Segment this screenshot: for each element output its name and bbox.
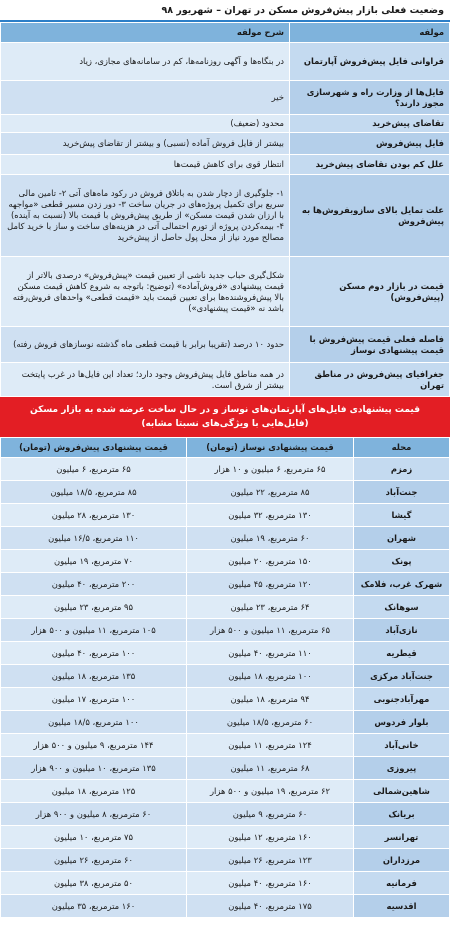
table2-cell-new-price: ۹۴ مترمربع، ۱۸ میلیون	[187, 688, 354, 711]
table2-cell-presale-price: ۱۳۵ مترمربع، ۱۸ میلیون	[1, 665, 187, 688]
table2-cell-neighborhood: فرمانیه	[354, 872, 450, 895]
table2-title-line1: قیمت پیشنهادی فایل‌های آپارتمان‌های نوساز و در حال ساخت عرضه شده به بازار مسکن	[30, 405, 420, 415]
table1-cell-description: انتظار قوی برای کاهش قیمت‌ها	[1, 155, 290, 175]
table2-cell-neighborhood: مرزداران	[354, 849, 450, 872]
table1-row	[1, 43, 450, 81]
table2-cell-presale-price: ۱۳۵ مترمربع، ۱۰ میلیون و ۹۰۰ هزار	[1, 757, 187, 780]
table2-cell-neighborhood: شاهین‌شمالی	[354, 780, 450, 803]
table2-row	[1, 665, 450, 688]
table1-header-row	[1, 23, 450, 43]
table2-cell-neighborhood: شهرک غرب، فلامک	[354, 573, 450, 596]
table2-cell-presale-price: ۷۵ مترمربع، ۱۰ میلیون	[1, 826, 187, 849]
table2-cell-neighborhood: بلوار فردوس	[354, 711, 450, 734]
table2-cell-neighborhood: اقدسیه	[354, 895, 450, 918]
table2-row	[1, 527, 450, 550]
table1-cell-component: تقاضای پیش‌خرید	[290, 115, 450, 133]
table2-body	[1, 458, 450, 918]
table2-row	[1, 803, 450, 826]
table2-title	[0, 397, 450, 437]
table2-cell-neighborhood: شهران	[354, 527, 450, 550]
table1-cell-description: شکل‌گیری حباب جدید ناشی از تعیین قیمت «پیش‌فروش» درصدی بالاتر از قیمت پیشنهادی «فروش‌آماده» (توضیح: باتوجه به شروع کاهش قیمت مسکن بالا پیش‌فروشنده‌ها برای تعیین قیمت باید «قیمت قطعی» واحدهای فروش‌رفته باشد نه «قیمت پیشنهادی»)	[1, 257, 290, 327]
table1-cell-component: علل کم بودن تقاضای پیش‌خرید	[290, 155, 450, 175]
table2-cell-new-price: ۱۷۵ مترمربع، ۴۰ میلیون	[187, 895, 354, 918]
table2-cell-new-price: ۶۰ مترمربع، ۱۸/۵ میلیون	[187, 711, 354, 734]
table2-row	[1, 757, 450, 780]
table1-cell-description: در بنگاه‌ها و آگهی روزنامه‌ها، کم در سامانه‌های مجازی، زیاد	[1, 43, 290, 81]
table2-cell-presale-price: ۱۴۴ مترمربع، ۹ میلیون و ۵۰۰ هزار	[1, 734, 187, 757]
table2-cell-presale-price: ۱۲۵ مترمربع، ۱۸ میلیون	[1, 780, 187, 803]
table2-row	[1, 849, 450, 872]
table1-row	[1, 115, 450, 133]
table2-cell-new-price: ۱۲۰ مترمربع، ۴۵ میلیون	[187, 573, 354, 596]
table2-cell-presale-price: ۱۶۰ مترمربع، ۳۵ میلیون	[1, 895, 187, 918]
price-comparison-table	[0, 437, 450, 918]
table2-cell-presale-price: ۷۰ مترمربع، ۱۹ میلیون	[1, 550, 187, 573]
table1-row	[1, 327, 450, 363]
table2-row	[1, 734, 450, 757]
table2-header-presale-price: قیمت پیشنهادی پیش‌فروش (تومان)	[1, 438, 187, 458]
table2-cell-neighborhood: زمزم	[354, 458, 450, 481]
table2-cell-new-price: ۸۵ مترمربع، ۲۲ میلیون	[187, 481, 354, 504]
table2-row	[1, 895, 450, 918]
table2-cell-new-price: ۶۸ مترمربع، ۱۱ میلیون	[187, 757, 354, 780]
table2-cell-new-price: ۱۵۰ مترمربع، ۲۰ میلیون	[187, 550, 354, 573]
table2-cell-neighborhood: جنت‌آباد	[354, 481, 450, 504]
table2-cell-new-price: ۱۲۴ مترمربع، ۱۱ میلیون	[187, 734, 354, 757]
table2-row	[1, 780, 450, 803]
table2-row	[1, 481, 450, 504]
table2-cell-presale-price: ۶۵ مترمربع، ۶ میلیون	[1, 458, 187, 481]
table2-cell-presale-price: ۶۰ مترمربع، ۲۶ میلیون	[1, 849, 187, 872]
table2-cell-presale-price: ۱۰۰ مترمربع، ۱۷ میلیون	[1, 688, 187, 711]
table2-cell-neighborhood: خانی‌آباد	[354, 734, 450, 757]
table2-cell-new-price: ۶۵ مترمربع، ۱۱ میلیون و ۵۰۰ هزار	[187, 619, 354, 642]
table2-cell-presale-price: ۲۰۰ مترمربع، ۴۰ میلیون	[1, 573, 187, 596]
table2-row	[1, 458, 450, 481]
table2-row	[1, 711, 450, 734]
table2-row	[1, 573, 450, 596]
table1-cell-description: محدود (ضعیف)	[1, 115, 290, 133]
table2-cell-new-price: ۱۱۰ مترمربع، ۴۰ میلیون	[187, 642, 354, 665]
table2-row	[1, 826, 450, 849]
table2-cell-new-price: ۱۶۰ مترمربع، ۴۰ میلیون	[187, 872, 354, 895]
table1-header-component: مولفه	[290, 23, 450, 43]
table2-header-neighborhood: محله	[354, 438, 450, 458]
table1-row	[1, 363, 450, 397]
table2-cell-neighborhood: تهرانسر	[354, 826, 450, 849]
table2-row	[1, 504, 450, 527]
table2-cell-neighborhood: جنت‌آباد مرکزی	[354, 665, 450, 688]
table1-cell-component: فایل‌ها از وزارت راه و شهرسازی مجوز دارند؟	[290, 81, 450, 115]
table2-cell-new-price: ۱۰۰ مترمربع، ۱۸ میلیون	[187, 665, 354, 688]
table2-cell-new-price: ۶۲ مترمربع، ۱۹ میلیون و ۵۰۰ هزار	[187, 780, 354, 803]
market-status-table	[0, 22, 450, 397]
table2-cell-presale-price: ۸۵ مترمربع، ۱۸/۵ میلیون	[1, 481, 187, 504]
table2-cell-new-price: ۱۳۰ مترمربع، ۳۲ میلیون	[187, 504, 354, 527]
table2-row	[1, 642, 450, 665]
table2-cell-presale-price: ۱۱۰ مترمربع، ۱۶/۵ میلیون	[1, 527, 187, 550]
table2-cell-neighborhood: نازی‌آباد	[354, 619, 450, 642]
table2-cell-new-price: ۱۶۰ مترمربع، ۱۲ میلیون	[187, 826, 354, 849]
table1-cell-description: ۱- جلوگیری از دچار شدن به باتلاق فروش در رکود ماه‌های آتی ۲- تامین مالی سریع برای تکمیل پروژه‌های در جریان ساخت ۳- دور زدن مسیر قطعی «مواجهه با ارزان شدن قیمت مسکن» از طریق پیش‌فروش با قیمت بالا (نسبت به آینده) ۴- بیمه‌کردن پروژه از تورم احتمالی آتی در هزینه‌های ساخت و ساز با خرید کامل مصالح مورد نیاز از محل پول حاصل از پیش‌خرید	[1, 175, 290, 257]
table1-cell-component: فراوانی فایل پیش‌فروش آپارتمان	[290, 43, 450, 81]
table1-title: وضعیت فعلی بازار پیش‌فروش مسکن در تهران – شهریور ۹۸	[0, 0, 450, 22]
table2-cell-neighborhood: گیشا	[354, 504, 450, 527]
table1-cell-description: خیر	[1, 81, 290, 115]
table2-row	[1, 872, 450, 895]
table1-cell-component: فاصله فعلی قیمت پیش‌فروش با قیمت پیشنهادی نوساز	[290, 327, 450, 363]
table2-cell-new-price: ۶۵ مترمربع، ۶ میلیون و ۱۰ هزار	[187, 458, 354, 481]
table2-row	[1, 688, 450, 711]
table2-header-new-price: قیمت پیشنهادی نوساز (تومان)	[187, 438, 354, 458]
table2-cell-presale-price: ۱۰۰ مترمربع، ۴۰ میلیون	[1, 642, 187, 665]
table1-cell-component: فایل پیش‌فروش	[290, 133, 450, 155]
table1-cell-component: قیمت در بازار دوم مسکن (پیش‌فروش)	[290, 257, 450, 327]
table2-cell-neighborhood: مهرآبادجنوبی	[354, 688, 450, 711]
table1-row	[1, 175, 450, 257]
table2-cell-presale-price: ۱۰۰ مترمربع، ۱۸/۵ میلیون	[1, 711, 187, 734]
table1-cell-component: جغرافیای پیش‌فروش در مناطق تهران	[290, 363, 450, 397]
table2-cell-neighborhood: پونک	[354, 550, 450, 573]
table2-row	[1, 550, 450, 573]
table2-row	[1, 596, 450, 619]
table1-cell-component: علت تمایل بالای سازوبفروش‌ها به پیش‌فروش	[290, 175, 450, 257]
table2-cell-neighborhood: سوهانک	[354, 596, 450, 619]
table1-row	[1, 81, 450, 115]
table1-row	[1, 257, 450, 327]
table2-cell-presale-price: ۱۰۵ مترمربع، ۱۱ میلیون و ۵۰۰ هزار	[1, 619, 187, 642]
table2-row	[1, 619, 450, 642]
table1-body	[1, 43, 450, 397]
table1-row	[1, 155, 450, 175]
table2-cell-presale-price: ۱۳۰ مترمربع، ۲۸ میلیون	[1, 504, 187, 527]
table2-cell-presale-price: ۵۰ مترمربع، ۳۸ میلیون	[1, 872, 187, 895]
table2-cell-new-price: ۶۰ مترمربع، ۱۹ میلیون	[187, 527, 354, 550]
table1-row	[1, 133, 450, 155]
table2-cell-new-price: ۶۴ مترمربع، ۲۳ میلیون	[187, 596, 354, 619]
table1-cell-description: حدود ۱۰ درصد (تقریبا برابر با قیمت قطعی ماه گذشته نوسازهای فروش رفته)	[1, 327, 290, 363]
table1-header-description: شرح مولفه	[1, 23, 290, 43]
table1-cell-description: در همه مناطق فایل پیش‌فروش وجود دارد؛ تعداد این فایل‌ها در غرب پایتخت بیشتر از شرق است.	[1, 363, 290, 397]
table2-cell-presale-price: ۹۵ مترمربع، ۲۳ میلیون	[1, 596, 187, 619]
table2-header-row	[1, 438, 450, 458]
table2-cell-new-price: ۱۲۳ مترمربع، ۲۶ میلیون	[187, 849, 354, 872]
table2-cell-presale-price: ۶۰ مترمربع، ۸ میلیون و ۹۰۰ هزار	[1, 803, 187, 826]
table2-cell-neighborhood: بریانک	[354, 803, 450, 826]
table2-cell-neighborhood: قیطریه	[354, 642, 450, 665]
table2-cell-neighborhood: پیروزی	[354, 757, 450, 780]
table2-cell-new-price: ۶۰ مترمربع، ۹ میلیون	[187, 803, 354, 826]
table2-title-line2: (فایل‌هایی با ویژگی‌های نسبتا مشابه)	[141, 419, 309, 429]
table1-cell-description: بیشتر از فایل فروش آماده (نسبی) و بیشتر از تقاضای پیش‌خرید	[1, 133, 290, 155]
